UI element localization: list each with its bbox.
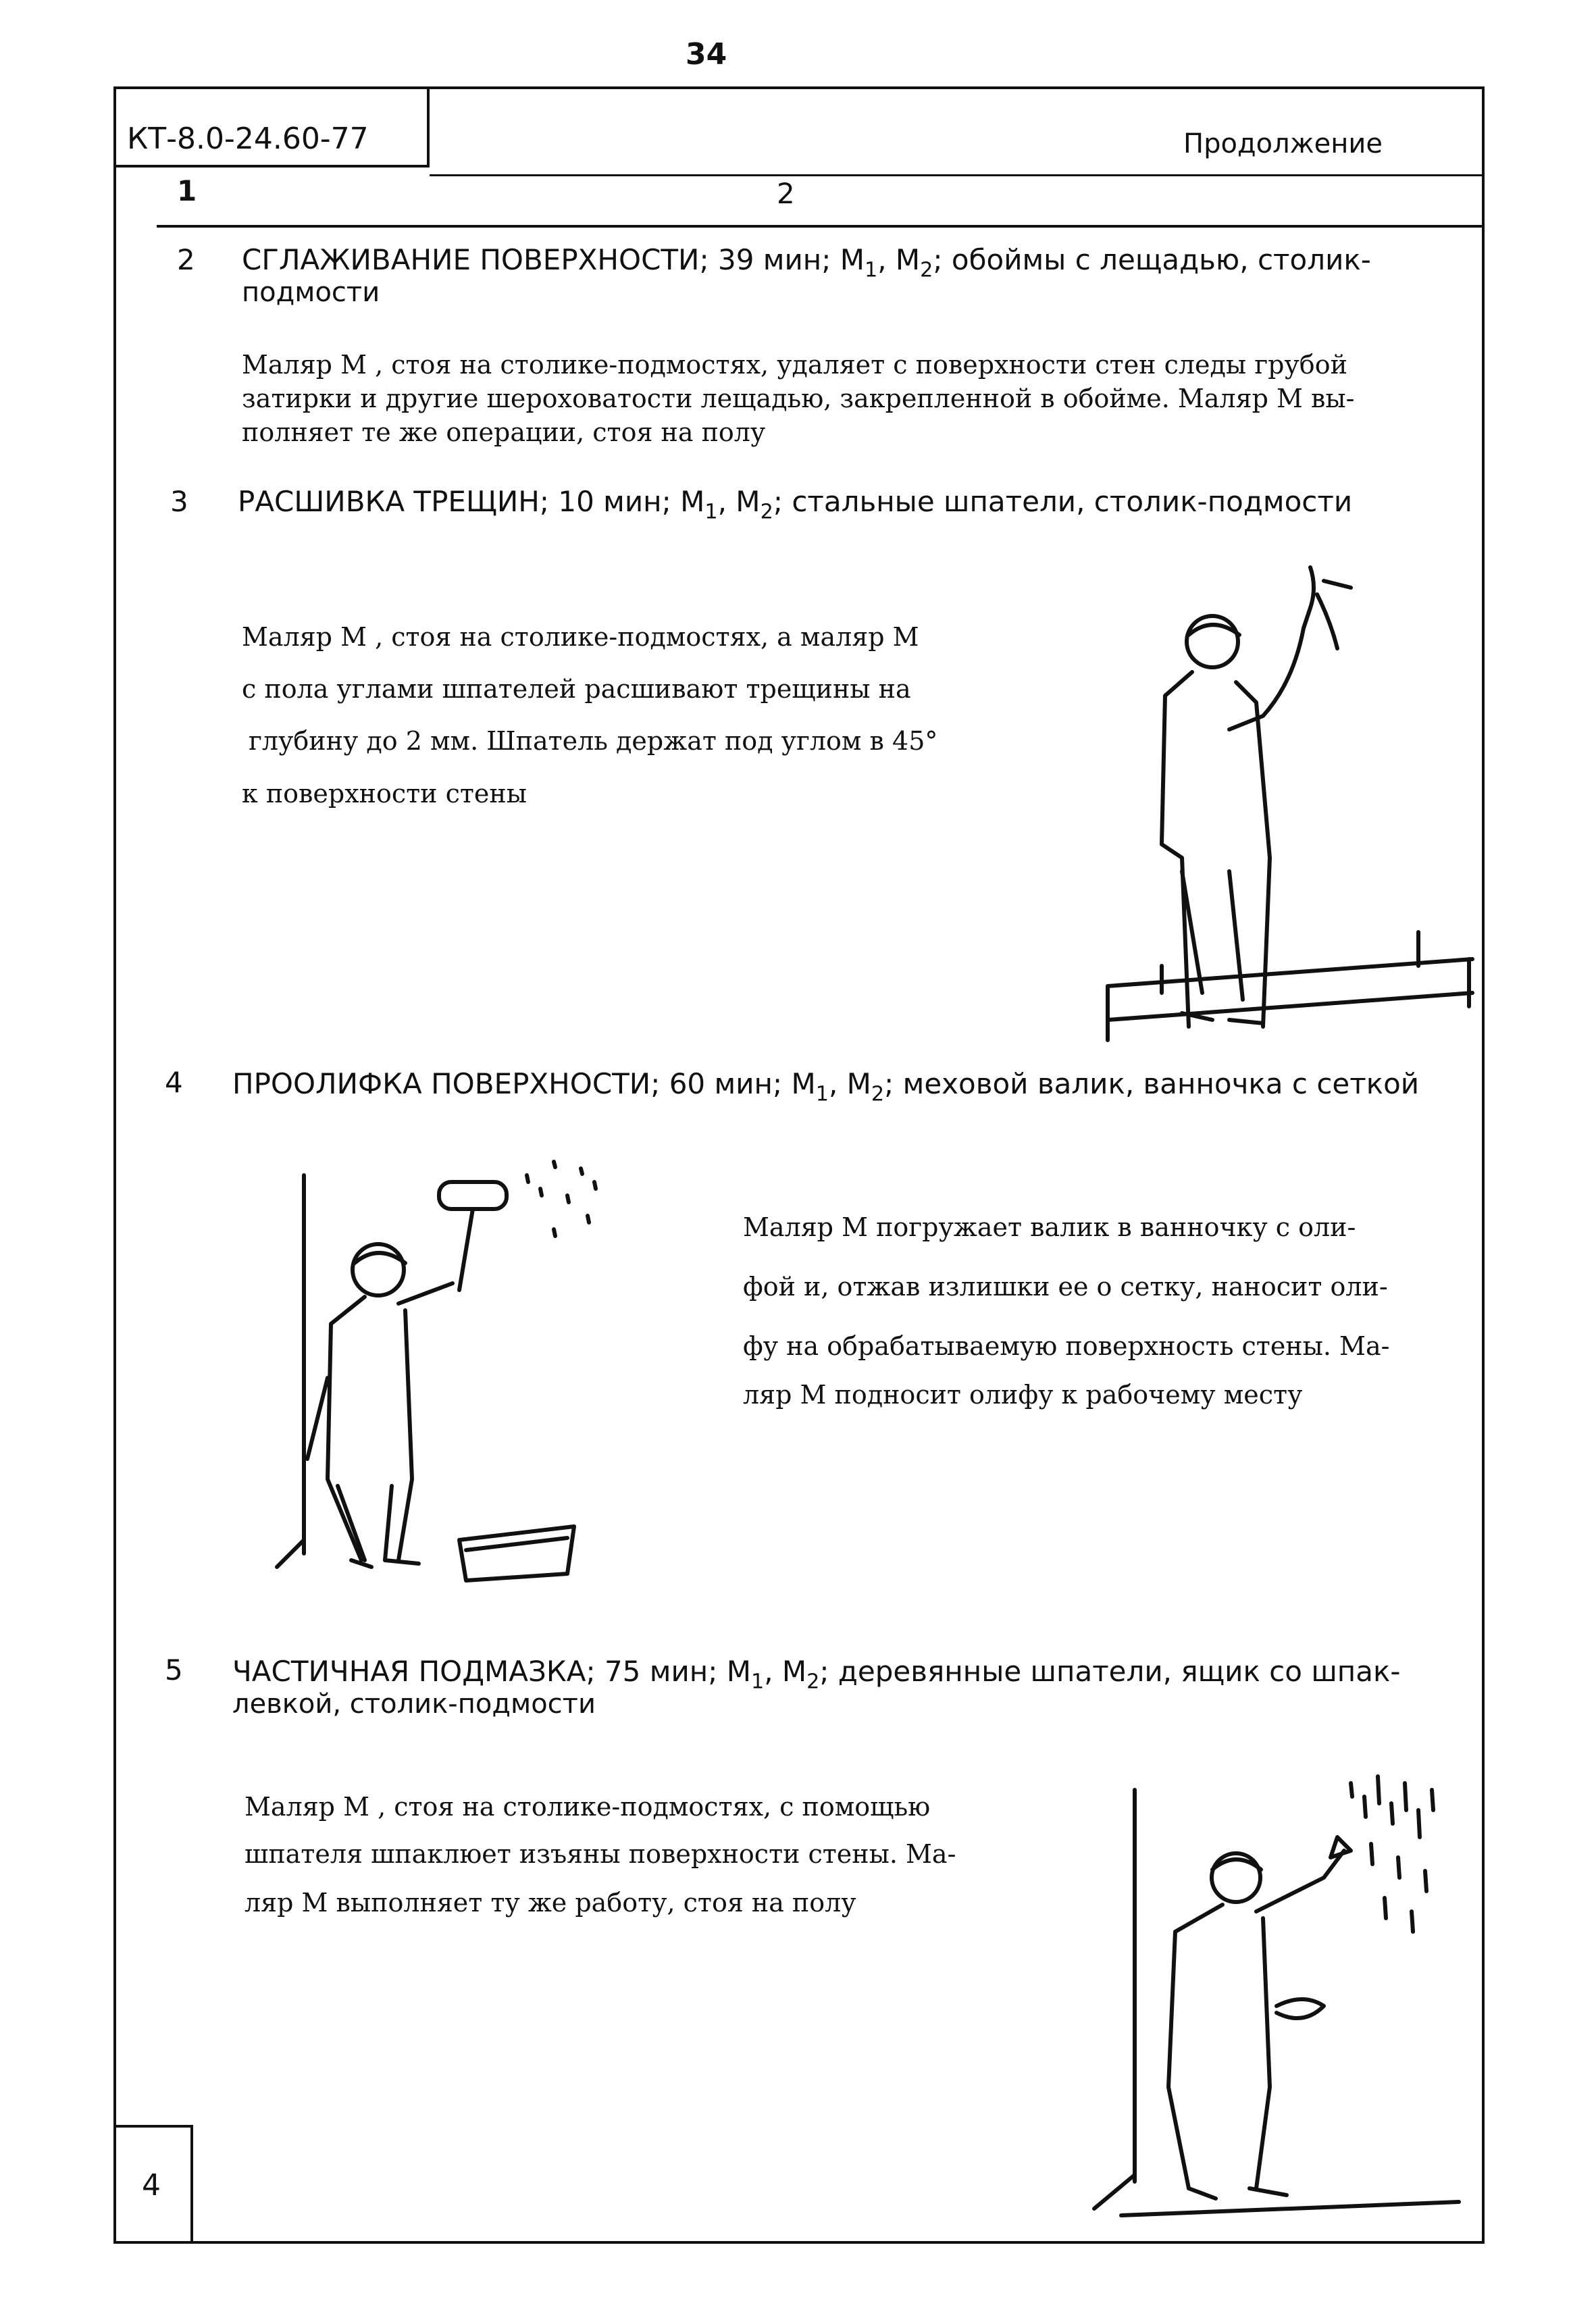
section-number: 3 [170,485,188,518]
continuation-label: Продолжение [1183,128,1383,159]
section-text-line: глубину до 2 мм. Шпатель держат под углом в 45° [249,726,938,756]
column-header-rule [157,225,1483,228]
column-header-2: 2 [777,177,795,210]
section-text-line: полняет те же операции, стоя на полу [242,417,766,447]
sheet-number: 4 [142,2168,161,2203]
section-number: 4 [165,1066,183,1099]
section-title-continuation: подмости [242,277,380,308]
frame-right [1482,86,1485,2244]
sheet-box-top [113,2125,193,2128]
illustration-painter-with-spatula [1067,1756,1472,2229]
section-text-line: фу на обрабатываемую поверхность стены. Ма- [743,1331,1390,1361]
section-text-line: ляр М подносит олифу к рабочему месту [743,1380,1303,1410]
header-rule [430,174,1483,176]
section-title: ЧАСТИЧНАЯ ПОДМАЗКА; 75 мин; $М_1$, $М_2$; деревянные шпатели, ящик со шпак- [232,1655,1401,1694]
section-text-line: с пола углами шпателей расшивают трещины на [242,674,911,704]
section-title: ПРООЛИФКА ПОВЕРХНОСТИ; 60 мин; $М_1$, $М_2$; меховой валик, ванночка с сеткой [232,1067,1420,1106]
code-box-right [427,86,430,168]
section-text-line: к поверхности стены [242,779,527,808]
section-number: 5 [165,1653,183,1687]
section-text-line: Маляр М , стоя на столике-подмостях, с помощью [244,1792,931,1822]
frame-bottom [113,2241,1485,2244]
column-header-1: 1 [177,174,197,207]
section-number: 2 [177,243,195,276]
document-code: КТ-8.0-24.60-77 [127,122,369,156]
illustration-painter-on-scaffold [1081,554,1472,1040]
section-title-continuation: левкой, столик-подмости [232,1689,596,1720]
frame-top [113,86,1485,89]
section-text-line: затирки и другие шероховатости лещадью, закрепленной в обойме. Маляр М вы- [242,384,1355,413]
section-text-line: фой и, отжав излишки ее о сетку, наносит оли- [743,1272,1388,1302]
section-text-line: Маляр М , стоя на столике-подмостях, а маляр М [242,622,919,652]
illustration-painter-with-roller [270,1135,689,1580]
section-text-line: шпателя шпаклюет изъяны поверхности стены. Ма- [244,1839,956,1869]
section-title: СГЛАЖИВАНИЕ ПОВЕРХНОСТИ; 39 мин; $М_1$, $М_2$; обоймы с лещадью, столик- [242,243,1371,282]
section-text-line: Маляр М погружает валик в ванночку с оли- [743,1212,1356,1242]
section-text-line: Маляр М , стоя на столике-подмостях, удаляет с поверхности стен следы грубой [242,350,1347,380]
frame-left [113,86,116,2244]
section-text-line: ляр М выполняет ту же работу, стоя на полу [244,1888,856,1918]
section-title: РАСШИВКА ТРЕЩИН; 10 мин; $М_1$, $М_2$; стальные шпатели, столик-подмости [238,485,1353,524]
page-number: 34 [686,37,727,72]
code-box-bottom [113,165,430,168]
sheet-box-right [190,2125,193,2242]
